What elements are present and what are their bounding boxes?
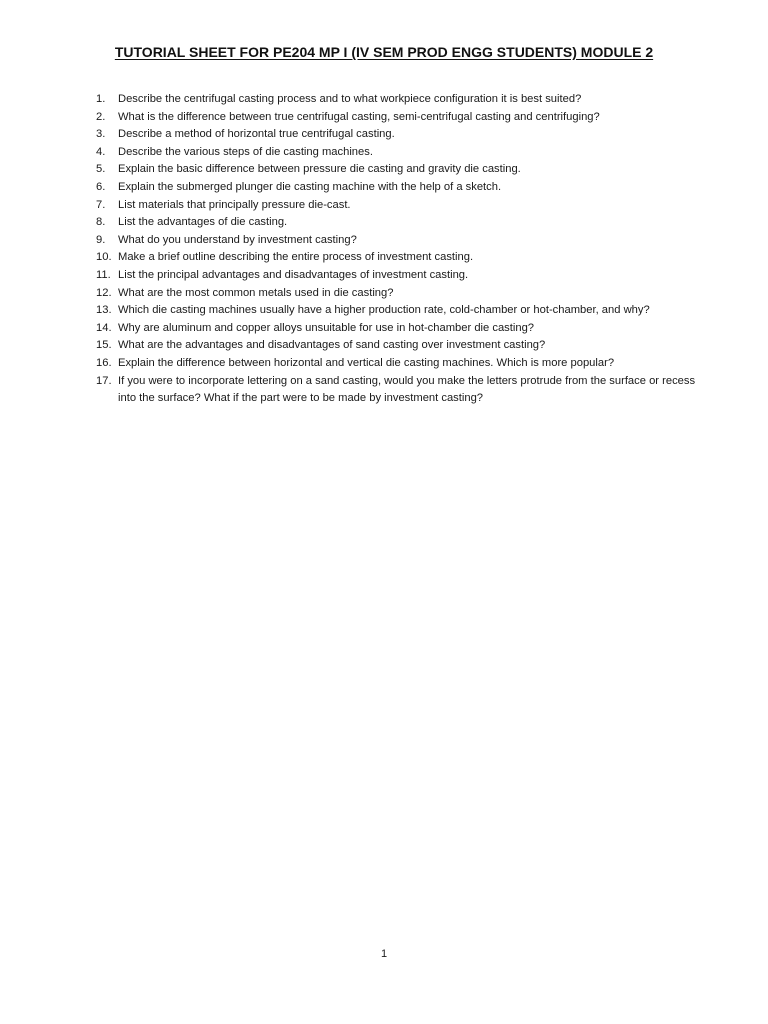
question-number: 13. [96,304,112,317]
question-number: 11. [96,268,111,281]
question-item [96,109,706,127]
question-item [96,267,706,285]
question-item [96,355,706,373]
question-text: List materials that principally pressure die-cast. [118,198,351,211]
question-list [96,91,706,408]
question-number: 12. [96,286,112,299]
question-text: Describe a method of horizontal true centrifugal casting. [118,128,395,141]
question-item [96,249,706,267]
question-item [96,126,706,144]
question-number: 6. [96,180,106,193]
question-item [96,161,706,179]
question-text: What is the difference between true centrifugal casting, semi-centrifugal casting and centrifuging? [118,110,600,123]
question-item [96,373,706,408]
document-title-text: TUTORIAL SHEET FOR PE204 MP I (IV SEM PROD ENGG STUDENTS) MODULE 2 [114,44,654,60]
question-number: 1. [96,93,106,105]
question-number: 17. [96,374,112,387]
question-number: 2. [96,110,106,123]
question-number: 4. [96,145,106,158]
question-item [96,232,706,250]
question-text: Make a brief outline describing the entire process of investment casting. [118,251,474,264]
question-number: 10. [96,251,112,264]
question-text: What do you understand by investment casting? [118,233,357,246]
question-item [96,302,706,320]
question-item [96,179,706,197]
question-item [96,214,706,232]
question-text: If you were to incorporate lettering on a sand casting, would you make the letters protrude from the surface or recess into the surface? What if the part were to be made by investment casting? [118,374,696,405]
question-text: What are the advantages and disadvantages of sand casting over investment casting? [118,339,546,352]
question-item [96,144,706,162]
question-text: Why are aluminum and copper alloys unsuitable for use in hot-chamber die casting? [118,321,535,334]
question-text: Describe the various steps of die casting machines. [118,145,373,158]
question-number: 14. [96,321,112,334]
question-item [96,197,706,215]
question-number: 15. [96,339,112,352]
question-text: Explain the submerged plunger die casting machine with the help of a sketch. [118,180,502,193]
question-text: List the principal advantages and disadvantages of investment casting. [118,268,469,281]
question-number: 8. [96,216,106,229]
question-text: Which die casting machines usually have a higher production rate, cold-chamber or hot-chamber, and why? [118,304,650,317]
question-number: 9. [96,233,106,246]
question-number: 3. [96,128,106,141]
question-number: 5. [96,163,106,176]
document-title [0,44,768,60]
question-item [96,91,706,109]
question-item [96,337,706,355]
question-text: What are the most common metals used in die casting? [118,286,394,299]
question-number: 7. [96,198,106,211]
question-text: List the advantages of die casting. [118,216,288,229]
question-item [96,320,706,338]
question-text: Describe the centrifugal casting process and to what workpiece configuration it is best suited? [118,93,582,105]
question-item [96,285,706,303]
question-text: Explain the basic difference between pressure die casting and gravity die casting. [118,163,521,176]
question-text: Explain the difference between horizontal and vertical die casting machines. Which is more popular? [118,356,615,369]
page-number: 1 [380,948,388,960]
question-number: 16. [96,356,112,369]
